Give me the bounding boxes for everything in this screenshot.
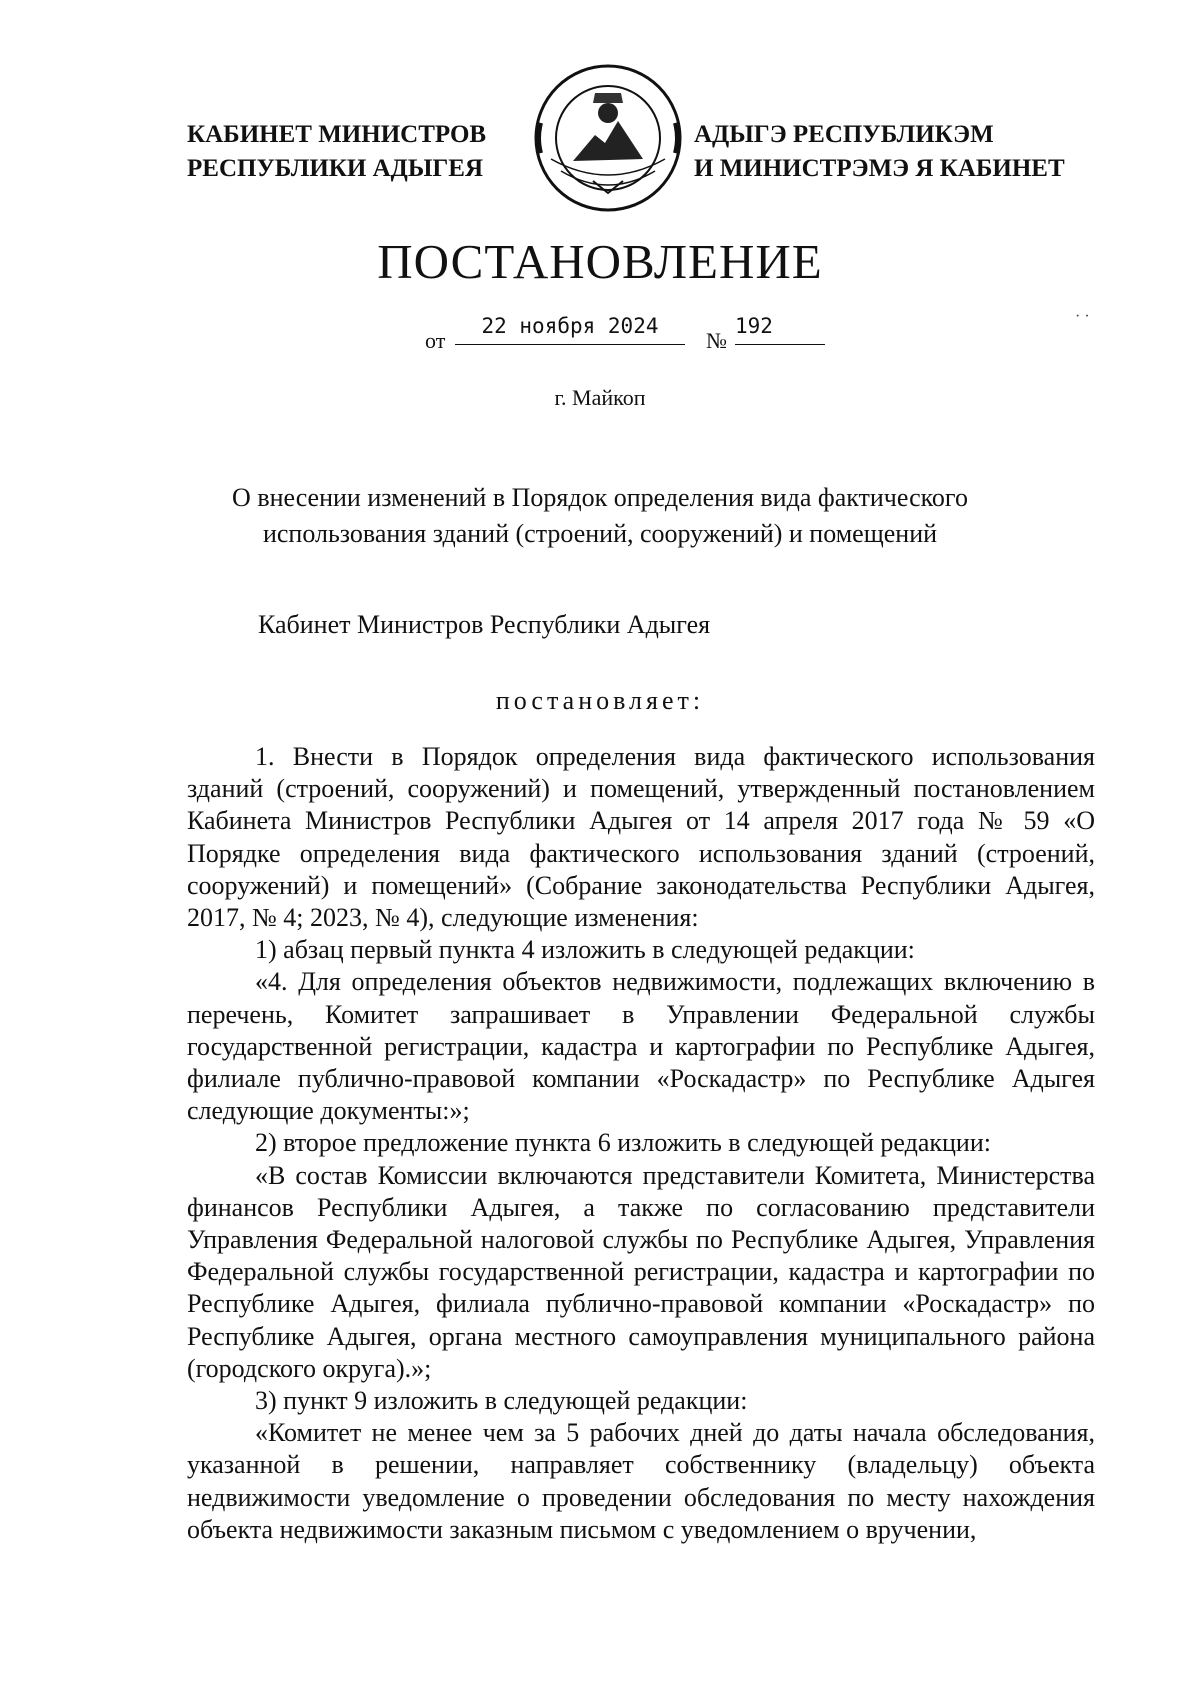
header-right	[694, 118, 1114, 186]
body-paragraph: 1. Внести в Порядок определения вида фактического использования зданий (строений, сооружений) и помещений, утвержденный постановлением Кабинета Министров Республики Адыгея от 14 апреля 2017 года № 59 «О Порядке определения вида фактического использования зданий (строений, сооружений) и помещений» (Собрание законодательства Республики Адыгея, 2017, № 4; 2023, № 4), следующие изменения:	[187, 742, 1095, 933]
date-prefix: от	[425, 328, 446, 353]
city: г. Майкоп	[554, 385, 646, 410]
header-right-line2: И МИНИСТРЭМЭ Я КАБИНЕТ	[694, 155, 1065, 182]
coat-of-arms-emblem	[533, 63, 683, 213]
issuing-authority: Кабинет Министров Республики Адыгея	[258, 610, 711, 639]
body-paragraph: «4. Для определения объектов недвижимости, подлежащих включению в перечень, Комитет запрашивает в Управлении Федеральной службы государственной регистрации, кадастра и картографии по Республике Адыгея, филиале публично-правовой компании «Роскадастр» по Республике Адыгея следующие документы:»;	[187, 967, 1095, 1126]
subject-line2: использования зданий (строений, сооружений) и помещений	[262, 519, 938, 548]
number-prefix: №	[706, 328, 727, 353]
body-paragraph: 3) пункт 9 изложить в следующей редакции:	[255, 1386, 748, 1416]
body-paragraph: 1) абзац первый пункта 4 изложить в следующей редакции:	[255, 935, 915, 965]
decree-word: постановляет:	[495, 686, 705, 715]
document-date: 22 ноября 2024	[455, 314, 685, 345]
document-body	[187, 741, 1095, 1546]
body-paragraph: «В состав Комиссии включаются представители Комитета, Министерства финансов Республики Адыгея, а также по согласованию представители Управления Федеральной налоговой службы по Республике Адыгея, Управления Федеральной службы государственной регистрации, кадастра и картографии по Республике Адыгея, филиала публично-правовой компании «Роскадастр» по Республике Адыгея, органа местного самоуправления муниципального района (городского округа).»;	[187, 1160, 1095, 1383]
header-left-line1: КАБИНЕТ МИНИСТРОВ	[187, 121, 487, 148]
document-title: ПОСТАНОВЛЕНИЕ	[377, 234, 823, 289]
header-left-line2: РЕСПУБЛИКИ АДЫГЕЯ	[187, 155, 484, 182]
body-paragraph: 2) второе предложение пункта 6 изложить в следующей редакции:	[255, 1128, 991, 1158]
header-left	[187, 118, 517, 186]
header-right-line1: АДЫГЭ РЕСПУБЛИКЭМ	[694, 121, 994, 148]
body-paragraph: «Комитет не менее чем за 5 рабочих дней до даты начала обследования, указанной в решении, направляет собственнику (владельцу) объекта недвижимости уведомление о проведении обследования по месту нахождения объекта недвижимости заказным письмом с уведомлением о вручении,	[187, 1418, 1095, 1544]
scan-marks: · ·	[1075, 308, 1090, 325]
dateline	[0, 308, 1200, 358]
document-subject	[160, 480, 1040, 552]
document-number: 192	[735, 314, 825, 345]
subject-line1: О внесении изменений в Порядок определения вида фактического	[232, 483, 968, 512]
